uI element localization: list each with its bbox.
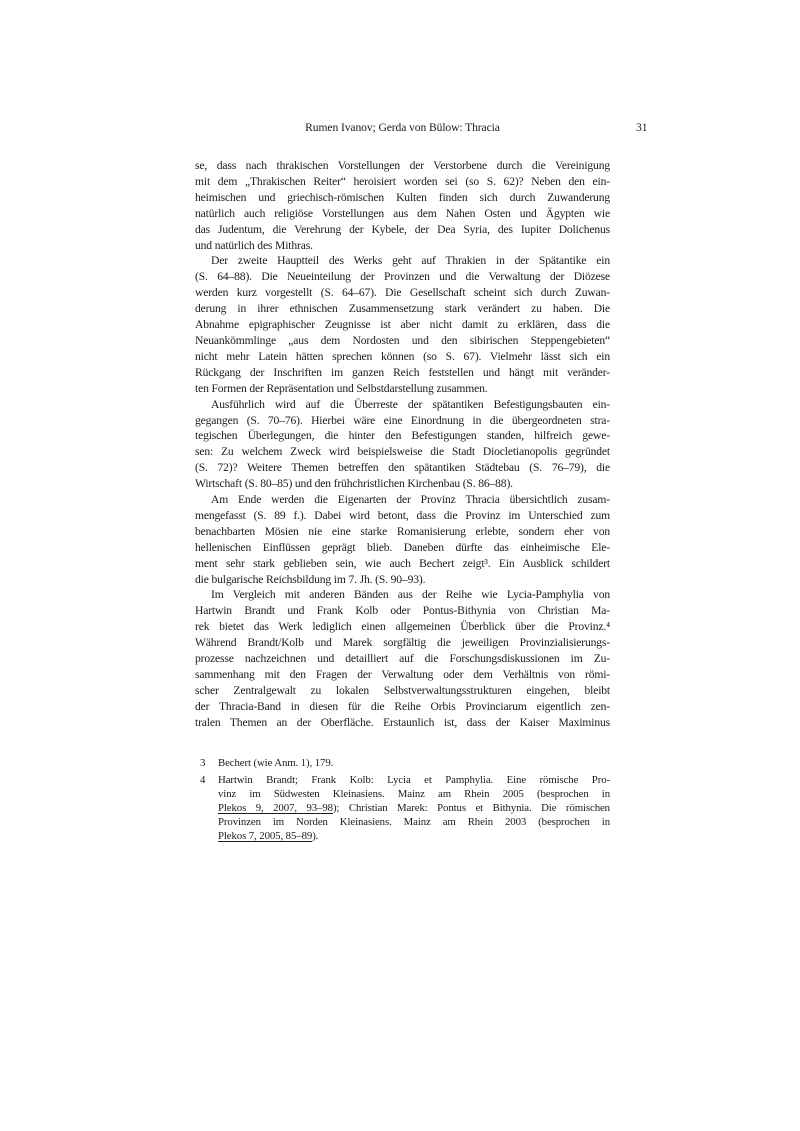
plekos-link[interactable]: Plekos 7, 2005, 85–89 [218, 830, 313, 842]
text-line: ment sehr stark geblieben sein, wie auch Bechert zeigt³. Ein Ausblick schildert [195, 556, 610, 570]
text-line: mengefasst (S. 89 f.). Dabei wird betont, dass die Provinz im Unterschied zum [195, 508, 610, 522]
text-line: heimischen und griechisch-römischen Kulten finden sich durch Zuwanderung [195, 190, 610, 204]
text-line: Wirtschaft (S. 80–85) und den frühchristlichen Kirchenbau (S. 86–88). [195, 477, 513, 491]
footnote-number: 4 [200, 774, 206, 786]
running-header-title: Rumen Ivanov; Gerda von Bülow: Thracia [305, 121, 500, 134]
text-line: nicht mehr Latein hätten sprechen können (so S. 67). Vielmehr lässt sich ein [195, 349, 610, 363]
text-line: Im Vergleich mit anderen Bänden aus der Reihe wie Lycia-Pamphylia von [211, 588, 610, 602]
text-line: natürlich auch religiöse Vorstellungen aus dem Nahen Osten und Ägypten wie [195, 206, 610, 220]
footnote-line [218, 815, 610, 829]
text-line: Hartwin Brandt und Frank Kolb oder Pontus-Bithynia von Christian Ma- [195, 604, 610, 618]
text-line: Der zweite Hauptteil des Werks geht auf Thrakien in der Spätantike ein [211, 254, 610, 268]
footnote-line [218, 801, 610, 815]
footnote-line [218, 773, 610, 787]
text-line: se, dass nach thrakischen Vorstellungen der Verstorbene durch die Vereinigung [195, 159, 610, 172]
page-number: 31 [636, 121, 648, 134]
text-line: scher Zentralgewalt zu lokalen Selbstverwaltungsstrukturen eingehen, bleibt [195, 683, 610, 697]
footnote-text: ); Christian Marek: Pontus et Bithynia. Die römischen [332, 802, 610, 814]
footnote-line [218, 756, 610, 770]
footnote-text: Bechert (wie Anm. 1), 179. [218, 757, 334, 769]
plekos-link[interactable]: Plekos 9, 2007, 93–98 [218, 802, 333, 814]
text-line: sen: Zu welchem Zweck wird beispielsweise die Stadt Diocletianopolis gegründet [195, 445, 610, 459]
text-line: Ausführlich wird auf die Überreste der spätantiken Befestigungsbauten ein- [211, 397, 610, 411]
footnote-text: ). [312, 830, 319, 842]
running-header [195, 121, 648, 134]
text-line: (S. 64–88). Die Neueinteilung der Provinzen und die Verwaltung der Diözese [195, 270, 610, 284]
text-line: werden kurz vorgestellt (S. 64–67). Die Gesellschaft scheint sich durch Zuwan- [195, 286, 610, 300]
text-line: tralen Themen an der Oberfläche. Erstaunlich ist, dass der Kaiser Maximinus [195, 715, 610, 729]
body-text [195, 158, 610, 731]
text-line: Am Ende werden die Eigenarten der Provinz Thracia übersichtlich zusam- [211, 493, 610, 507]
text-line: der Thracia-Band in diesen für die Reihe Orbis Provinciarum eigentlich zen- [195, 699, 610, 713]
footnote-number: 3 [200, 757, 206, 769]
text-line: die bulgarische Reichsbildung im 7. Jh. (S. 90–93). [195, 572, 426, 586]
text-line: gegangen (S. 70–76). Hierbei wäre eine Einordnung in die übergeordneten stra- [195, 413, 610, 427]
footnote-text-block [218, 756, 610, 770]
text-line: ten Formen der Repräsentation und Selbstdarstellung zusammen. [195, 381, 488, 395]
text-line: benachbarten Mösien nie eine starke Romanisierung erlebte, sondern eher von [195, 524, 610, 538]
text-line: (S. 72)? Weitere Themen betreffen den spätantiken Städtebau (S. 76–79), die [195, 461, 610, 475]
text-line: hellenischen Einflüssen geprägt blieb. Daneben dürfte das einheimische Ele- [195, 540, 610, 554]
footnote-text: vinz im Südwesten Kleinasiens. Mainz am Rhein 2005 (besprochen in [218, 788, 610, 800]
footnote-line [218, 787, 610, 801]
text-line: und natürlich des Mithras. [195, 238, 313, 252]
text-line: das Judentum, die Verehrung der Kybele, der Dea Syria, des Iupiter Dolichenus [195, 222, 610, 236]
text-line: mit dem „Thrakischen Reiter“ heroisiert worden sei (so S. 62)? Neben den ein- [195, 174, 610, 188]
text-line: Rückgang der Inschriften im ganzen Reich feststellen und hängt mit veränder- [195, 365, 610, 379]
text-line: prozesse nachzeichnen und detailliert auf die Forschungsdiskussionen im Zu- [195, 652, 610, 666]
text-line: Neuankömmlinge „aus dem Nordosten und den sibirischen Steppengebieten“ [195, 333, 610, 347]
footnote [200, 756, 610, 770]
text-line: tegischen Überlegungen, die hinter den Befestigungen standen, hilfreich gewe- [195, 429, 610, 443]
text-line: sammenhang mit den Fragen der Verwaltung oder dem Verhältnis von römi- [195, 668, 610, 681]
footnotes [200, 756, 610, 846]
footnote-text: Hartwin Brandt; Frank Kolb: Lycia et Pamphylia. Eine römische Pro- [218, 774, 610, 786]
text-line: rek bietet das Werk lediglich einen allgemeinen Überblick über die Provinz.⁴ [195, 620, 610, 634]
text-line: derung in ihrer ethnischen Zusammensetzung stark verändert zu haben. Die [195, 302, 610, 316]
footnote-text: Provinzen im Norden Kleinasiens. Mainz am Rhein 2003 (besprochen in [218, 816, 610, 828]
text-line: Während Brandt/Kolb und Marek sorgfältig die jeweiligen Provinzialisierungs- [195, 636, 610, 650]
footnote-text-block [218, 773, 610, 843]
text-line: Abnahme epigraphischer Zeugnisse ist aber nicht damit zu erklären, dass die [195, 318, 610, 332]
footnote-line [218, 829, 610, 843]
footnote [200, 773, 610, 843]
